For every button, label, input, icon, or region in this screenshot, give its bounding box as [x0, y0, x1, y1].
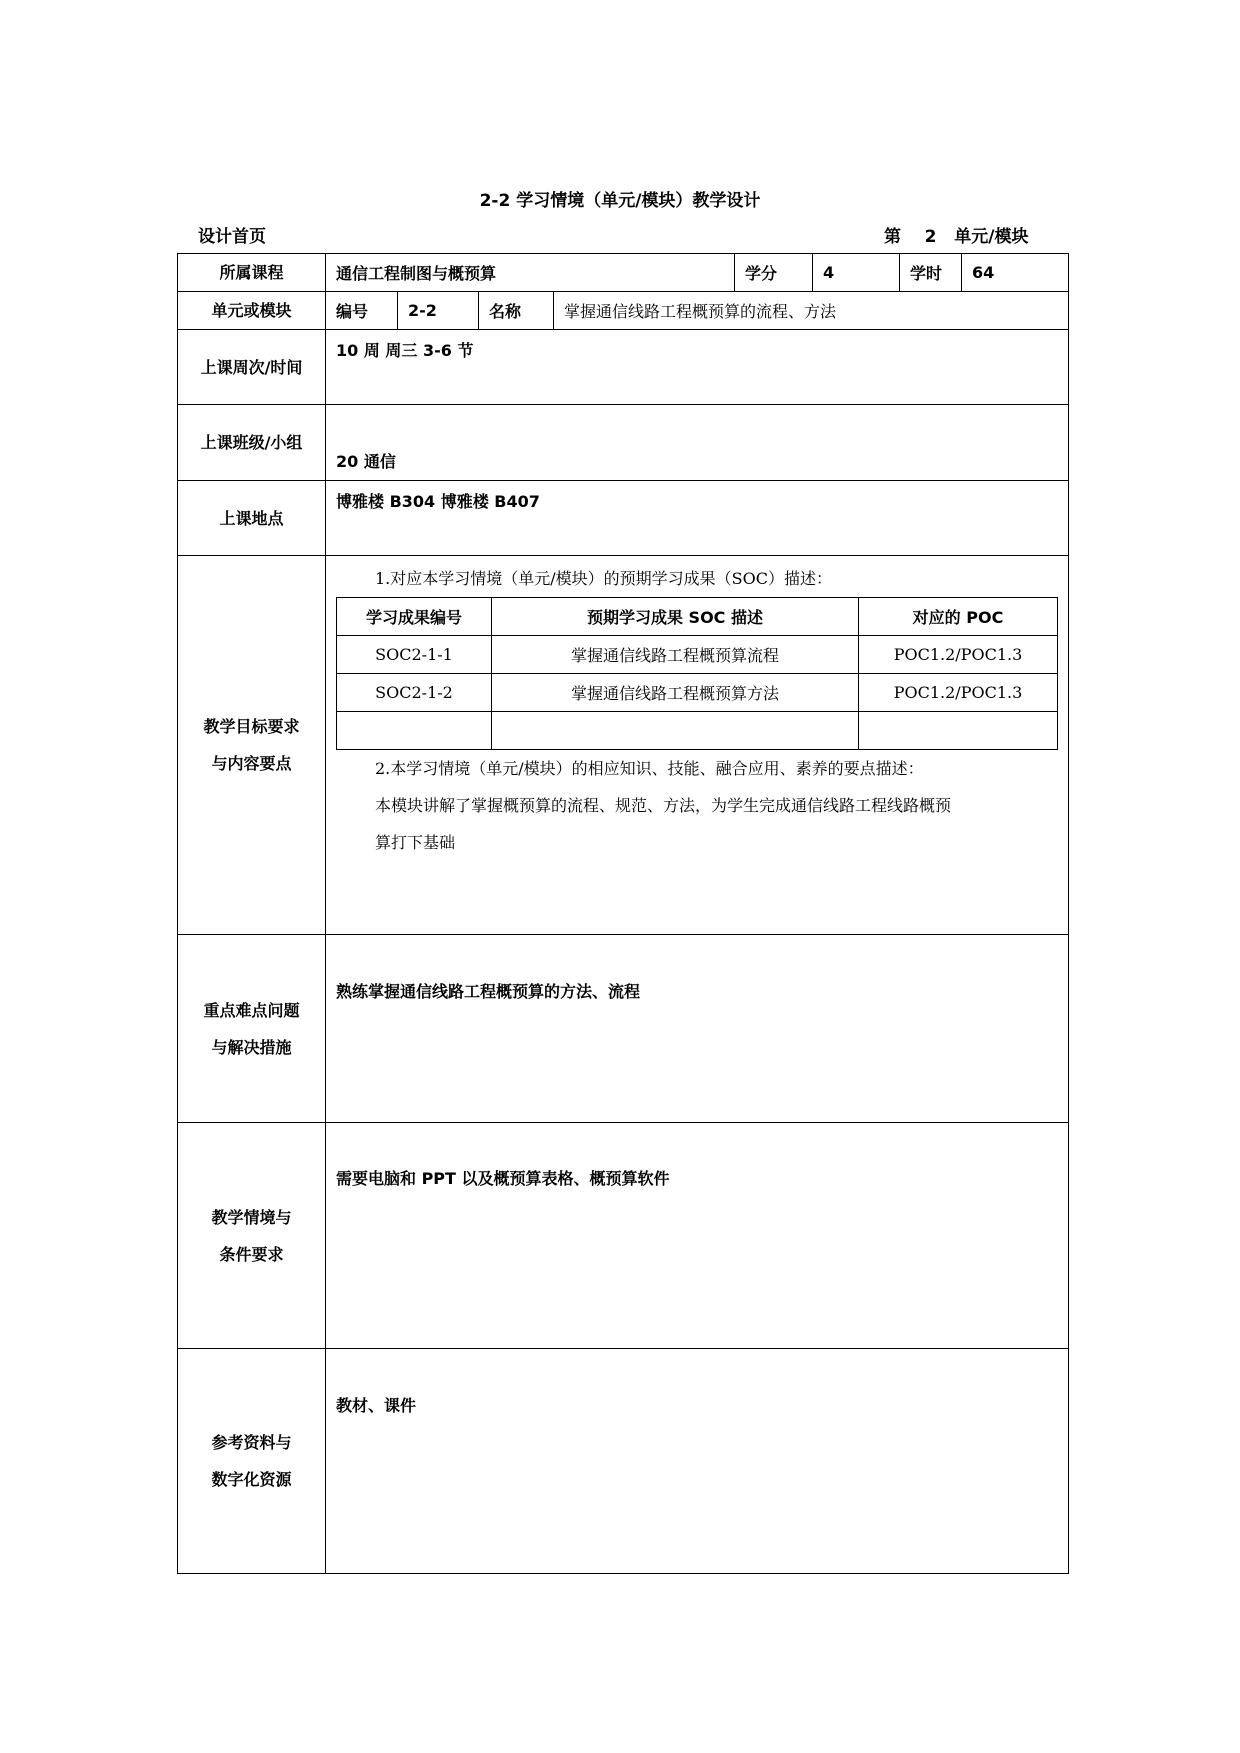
objectives-content — [326, 556, 1069, 935]
location-label: 上课地点 — [178, 481, 326, 556]
soc-intro: 1.对应本学习情境（单元/模块）的预期学习成果（SOC）描述： — [375, 569, 832, 588]
course-row — [178, 254, 1069, 292]
references-label-line1: 参考资料与 — [211, 1433, 292, 1452]
table-row — [337, 636, 1058, 674]
location-text: 博雅楼 B304 博雅楼 B407 — [336, 492, 540, 511]
soc-cell-desc — [492, 712, 859, 750]
table-row — [337, 712, 1058, 750]
conditions-label-line2: 条件要求 — [219, 1244, 284, 1264]
hours-value: 64 — [962, 254, 1069, 292]
soc-cell-poc — [859, 712, 1058, 750]
key-points-text: 熟练掌握通信线路工程概预算的方法、流程 — [336, 982, 641, 1001]
unit-number-label: 第 2 单元/模块 — [884, 227, 1029, 247]
references-value — [326, 1349, 1069, 1574]
schedule-text: 10 周 周三 3-6 节 — [336, 341, 474, 360]
soc-cell-id: SOC2-1-2 — [337, 674, 492, 712]
class-group-label: 上课班级/小组 — [178, 405, 326, 481]
key-points-label — [178, 935, 326, 1123]
class-group-value — [326, 405, 1069, 481]
key-points-row — [178, 935, 1069, 1123]
conditions-text: 需要电脑和 PPT 以及概预算表格、概预算软件 — [336, 1169, 670, 1188]
table-row — [337, 674, 1058, 712]
document-title: 2-2 学习情境（单元/模块）教学设计 — [479, 191, 761, 211]
schedule-value — [326, 330, 1069, 405]
references-label-line2: 数字化资源 — [211, 1470, 292, 1489]
credit-value: 4 — [813, 254, 900, 292]
class-group-row — [178, 405, 1069, 481]
soc-header-id: 学习成果编号 — [337, 598, 492, 636]
teaching-design-table — [177, 253, 1069, 1574]
soc-cell-id — [337, 712, 492, 750]
code-value: 2-2 — [398, 292, 479, 330]
knowledge-line2: 算打下基础 — [375, 833, 456, 852]
objectives-label — [178, 556, 326, 935]
references-text: 教材、课件 — [336, 1396, 417, 1415]
key-points-value — [326, 935, 1069, 1123]
location-row — [178, 481, 1069, 556]
conditions-value — [326, 1123, 1069, 1349]
credit-label: 学分 — [735, 254, 813, 292]
conditions-row — [178, 1123, 1069, 1349]
objectives-row — [178, 556, 1069, 935]
key-points-label-line1: 重点难点问题 — [203, 1000, 300, 1020]
location-value — [326, 481, 1069, 556]
course-label: 所属课程 — [178, 254, 326, 292]
design-first-page-label: 设计首页 — [198, 227, 266, 247]
soc-cell-desc: 掌握通信线路工程概预算方法 — [492, 674, 859, 712]
soc-table-header — [337, 598, 1058, 636]
hours-label: 学时 — [900, 254, 962, 292]
key-points-label-line2: 与解决措施 — [211, 1037, 292, 1057]
soc-cell-poc: POC1.2/POC1.3 — [859, 636, 1058, 674]
conditions-label-line1: 教学情境与 — [211, 1207, 292, 1227]
course-value: 通信工程制图与概预算 — [326, 254, 735, 292]
soc-header-desc: 预期学习成果 SOC 描述 — [492, 598, 859, 636]
soc-table — [336, 597, 1058, 750]
soc-header-poc: 对应的 POC — [859, 598, 1058, 636]
soc-cell-id: SOC2-1-1 — [337, 636, 492, 674]
unit-row — [178, 292, 1069, 330]
references-label — [178, 1349, 326, 1574]
name-value: 掌握通信线路工程概预算的流程、方法 — [554, 292, 1069, 330]
soc-cell-desc: 掌握通信线路工程概预算流程 — [492, 636, 859, 674]
references-row — [178, 1349, 1069, 1574]
schedule-label: 上课周次/时间 — [178, 330, 326, 405]
conditions-label — [178, 1123, 326, 1349]
schedule-row — [178, 330, 1069, 405]
unit-label: 单元或模块 — [178, 292, 326, 330]
knowledge-line1: 本模块讲解了掌握概预算的流程、规范、方法，为学生完成通信线路工程线路概预 — [375, 796, 952, 815]
code-label: 编号 — [326, 292, 398, 330]
objectives-label-line2: 与内容要点 — [211, 754, 292, 773]
knowledge-intro: 2.本学习情境（单元/模块）的相应知识、技能、融合应用、素养的要点描述： — [375, 759, 924, 778]
objectives-label-line1: 教学目标要求 — [203, 717, 300, 736]
name-label: 名称 — [479, 292, 554, 330]
class-group-text: 20 通信 — [336, 452, 396, 471]
soc-cell-poc: POC1.2/POC1.3 — [859, 674, 1058, 712]
